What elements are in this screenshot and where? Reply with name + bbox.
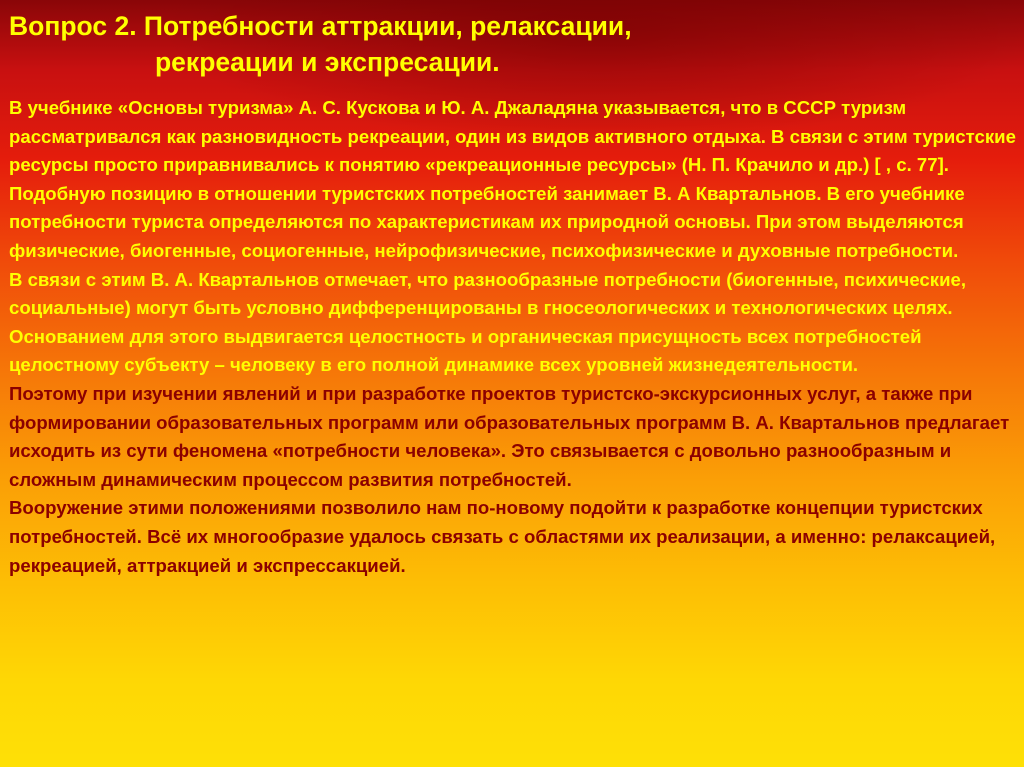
slide-title-line-1: Вопрос 2. Потребности аттракции, релаксации,	[9, 11, 632, 41]
paragraph-needs-differentiation: В связи с этим В. А. Квартальнов отмечает, что разнообразные потребности (биогенные, психические, социальные) могут быть условно дифференцированы в гносеологических и технологических целях. Основанием для этого выдвигается целостность и органическая присущность всех потребностей целостному субъекту – человеку в его полной динамике всех уровней жизнедеятельности.	[9, 268, 967, 376]
slide-title-line-2: рекреации и экспресации.	[155, 47, 500, 77]
slide-body	[9, 94, 1021, 580]
paragraph-conclusion: Вооружение этими положениями позволило нам по-новому подойти к разработке концепции туристских потребностей. Всё их многообразие удалось связать с областями их реализации, а именно: релаксацией, рекреацией, аттракцией и экспрессакцией.	[9, 497, 996, 576]
paragraph-project-development: Поэтому при изучении явлений и при разработке проектов туристско-экскурсионных услуг, а также при формировании образовательных программ или образовательных программ В. А. Квартальнов предлагает исходить из сути феномена «потребности человека». Это связывается с довольно разнообразным и сложным динамическим процессом развития потребностей.	[9, 382, 1010, 490]
paragraph-kuskov-textbook: В учебнике «Основы туризма» А. С. Кускова и Ю. А. Джаладяна указывается, что в СССР туризм рассматривался как разновидность рекреации, один из видов активного отдыха. В связи с этим туристские ресурсы просто приравнивались к понятию «рекреационные ресурсы» (Н. П. Крачило и др.) [ , с. 77].	[9, 97, 1016, 176]
slide-title	[9, 8, 1009, 80]
paragraph-kvartalnov-position: Подобную позицию в отношении туристских потребностей занимает В. А Квартальнов. В его учебнике потребности туриста определяются по характеристикам их природной основы. При этом выделяются физические, биогенные, социогенные, нейрофизические, психофизические и духовные потребности.	[9, 182, 965, 261]
